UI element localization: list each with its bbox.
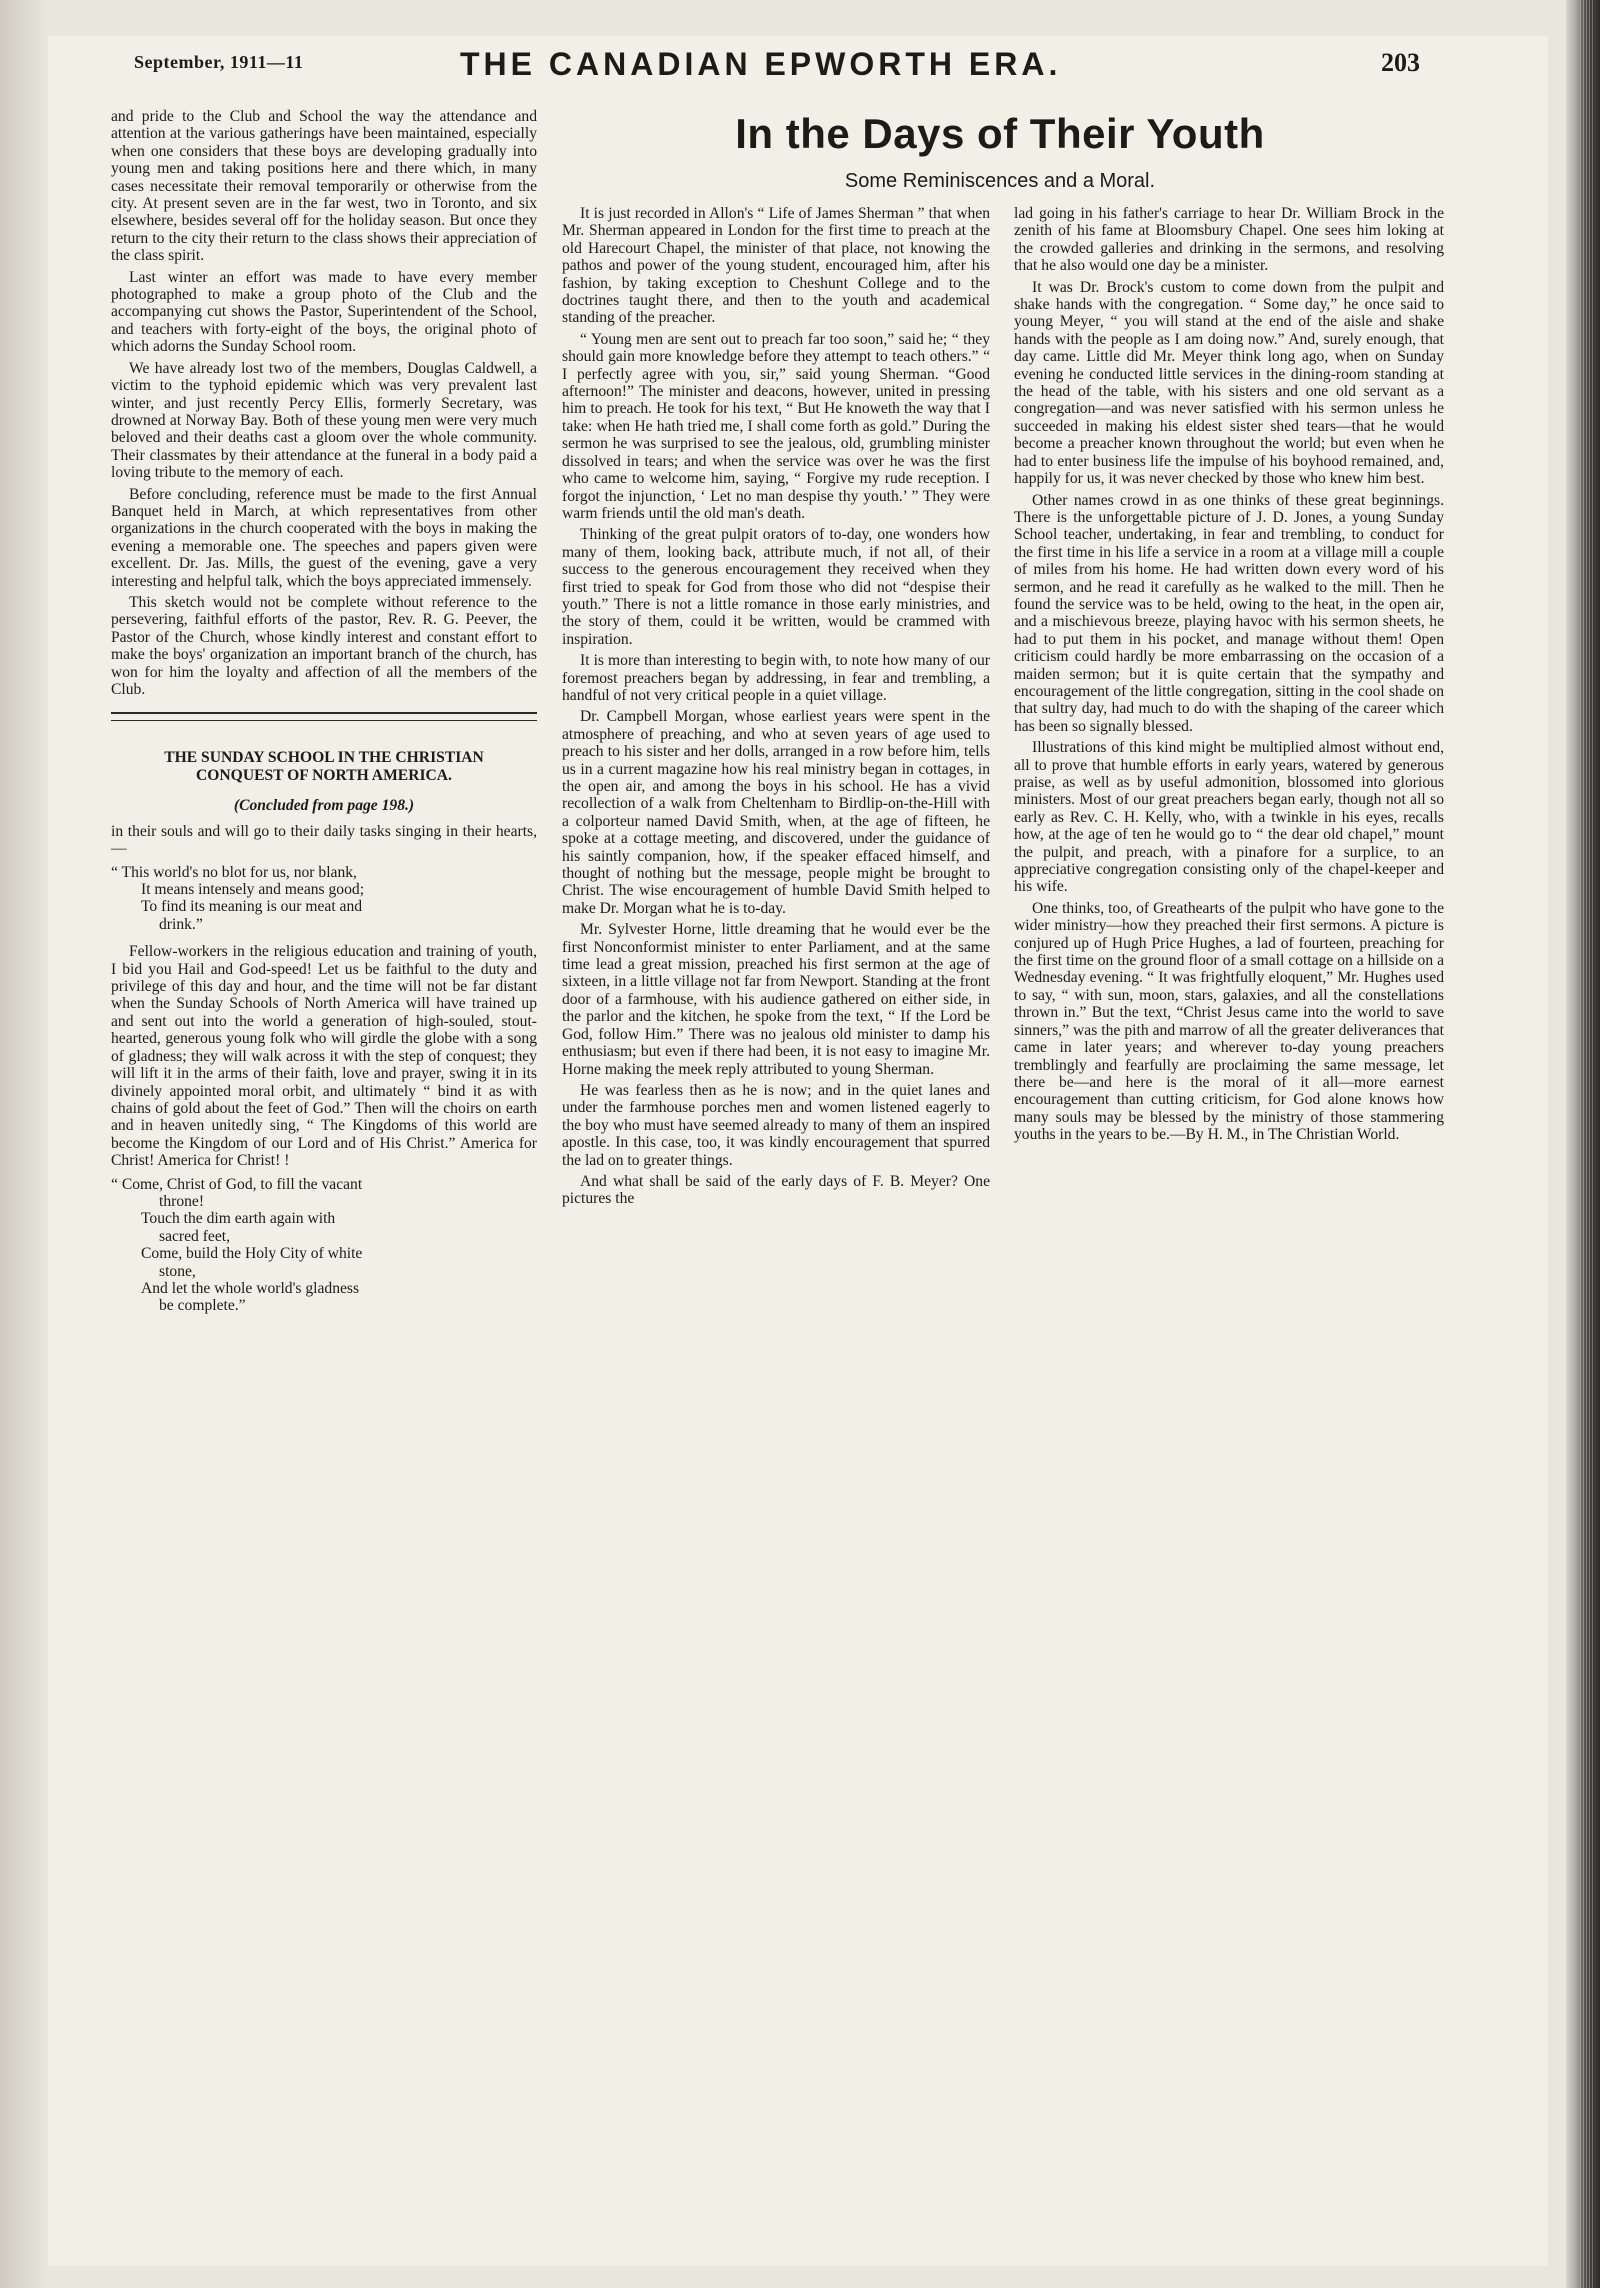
section-heading: THE SUNDAY SCHOOL IN THE CHRISTIAN CONQUEST OF NORTH AMERICA.	[164, 749, 484, 785]
article-paragraph: Illustrations of this kind might be multiplied almost without end, all to prove that humble efforts in early years, watered by generous praise, as well as by useful admonition, blossomed into glorious ministers. Most of our great preachers began early, though not all so early as Rev. C. H. Kelly, who, with a twinkle in his eyes, recalls how, at the age of ten he would go to “ the dear old chapel,” mount the pulpit, and preach, with a pinafore for a surplice, to an appreciative congregation consisting only of the chapel-keeper and his wife.	[1014, 739, 1444, 896]
article-paragraph: Other names crowd in as one thinks of these great beginnings. There is the unforgettable picture of J. D. Jones, a young Sunday School teacher, undertaking, in fear and trembling, to conduct for the first time in his life a service in a room at a village mill a couple of miles from his home. He had written down every word of his sermon, and he read it carefully as he walked to the mill. Then he found the service was to be held, owing to the heat, in the open air, and a mischievous breeze, playing havoc with his sermon sheets, he had to put them in his pocket, and manage without them! Open criticism could hardly be more embarrassing on the occasion of a maiden sermon; but it is quite certain that the sympathy and encouragement of the little congregation, sitting in the cool shade on that sultry day, had much to do with the shaping of the career which has been so signally blessed.	[1014, 491, 1444, 735]
column-right	[1014, 205, 1444, 1148]
book-spine	[1566, 0, 1600, 2288]
verse-line: “ Come, Christ of God, to fill the vacant	[111, 1175, 363, 1193]
col1-intro: in their souls and will go to their daily tasks singing in their hearts,—	[111, 822, 537, 858]
article-paragraph: It is just recorded in Allon's “ Life of James Sherman ” that when Mr. Sherman appeared in London for the first time to preach at the old Harecourt Chapel, the minister of that place, not knowing the pathos and power of the young student, encouraged him, after his fashion, by taking exception to Cheshunt College and to the doctrines taught there, and then to the youth and academical standing of the preacher.	[562, 205, 990, 327]
verse-line: stone,	[159, 1262, 196, 1280]
article-paragraph: lad going in his father's carriage to hear Dr. William Brock in the zenith of his fame at Bloomsbury Chapel. One sees him loking at the crowded galleries and drinking in the sermons, and resolving that he also would one day be a minister.	[1014, 205, 1444, 275]
verse-quote-2	[111, 1176, 537, 1315]
verse-line: To find its meaning is our meat and	[141, 898, 363, 916]
verse-line: It means intensely and means good;	[141, 881, 365, 899]
col1-paragraph: We have already lost two of the members, Douglas Caldwell, a victim to the typhoid epidemic which was very prevalent last winter, and just recently Percy Ellis, formerly Secretary, was drowned at Norway Bay. Both of these young men were very much beloved and their deaths cast a gloom over the whole community. Their classmates by their attendance at the funeral in a body paid a loving tribute to the memory of each.	[111, 359, 537, 482]
col1-paragraph: and pride to the Club and School the way the attendance and attention at the various gatherings have been maintained, especially when one considers that these boys are developing gradually into young men and taking positions here and there which, in many cases necessitate their removal temporarily or otherwise from the city. At present seven are in the far west, two in Toronto, and six elsewhere, besides several off for the holiday season. But once they return to the city their return to the class shows their appreciation of the class spirit.	[111, 108, 537, 265]
verse-line: drink.”	[159, 915, 203, 933]
publication-title: THE CANADIAN EPWORTH ERA.	[460, 46, 1062, 82]
article-paragraph: He was fearless then as he is now; and in the quiet lanes and under the farmhouse porches men and women listened eagerly to the boy who must have seemed already to many of them an inspired apostle. In this case, too, it was kindly encouragement that spurred the lad on to greater things.	[562, 1081, 990, 1169]
verse-line: Touch the dim earth again with	[141, 1210, 336, 1228]
article-paragraph: It is more than interesting to begin with, to note how many of our foremost preachers began by addressing, in fear and trembling, a handful of not very critical people in a quiet village.	[562, 652, 990, 704]
verse-line: And let the whole world's gladness	[141, 1279, 360, 1297]
column-left	[111, 108, 537, 1325]
article-paragraph: It was Dr. Brock's custom to come down from the pulpit and shake hands with the congregation. “ Some day,” he once said to young Meyer, “ you will stand at the end of the aisle and shake hands with the people as I am doing now.” And, surely enough, that day came. Little did Mr. Meyer think long ago, when on Sunday evening he conducted little services in the dining-room standing at the head of the table, with his sisters and one old servant as a congregation—and was never satisfied with his sermon unless he succeeded in making his eldest sister shed tears—that he would become a preacher known throughout the world; but even when he had to enter business life the impulse of his boyhood remained, and, happily for us, it was never checked by those who knew him best.	[1014, 278, 1444, 488]
verse-line: “ This world's no blot for us, nor blank,	[111, 863, 357, 881]
col1-paragraph: Before concluding, reference must be made to the first Annual Banquet held in March, at which representatives from other organizations in the church cooperated with the boys in making the evening a memorable one. The speeches and papers given were excellent. Dr. Jas. Mills, the guest of the evening, gave a very interesting and helpful talk, which the boys appreciated immensely.	[111, 485, 537, 590]
page-header	[130, 46, 1420, 92]
page-number: 203	[1381, 48, 1420, 77]
col1-paragraph: Last winter an effort was made to have every member photographed to make a group photo of the Club and the accompanying cut shows the Pastor, Superintendent of the School, and teachers with forty-eight of the boys, the original photo of which adorns the Sunday School room.	[111, 268, 537, 356]
section-divider	[111, 712, 537, 721]
page-left-margin	[0, 0, 48, 2288]
verse-line: throne!	[159, 1192, 205, 1210]
verse-line: be complete.”	[159, 1297, 246, 1315]
continuation-note: (Concluded from page 198.)	[233, 797, 415, 815]
issue-date: September, 1911—11	[134, 52, 304, 72]
col1-paragraph: Fellow-workers in the religious education and training of youth, I bid you Hail and God-speed! Let us be faithful to the duty and privilege of this day and hour, and the time will not be far distant when the Sunday Schools of North America will have trained up and sent out into the world a generation of high-souled, stout-hearted, generous young folk who will girdle the globe with a song of gladness; they will walk across it with the step of conquest; they will lift it in the arms of their faith, love and prayer, swing it in its divinely appointed moral orbit, and ultimately “ bind it as with chains of gold about the feet of God.” Then will the choirs on earth and in heaven unitedly sing, “ The Kingdoms of this world are become the Kingdom of our Lord and of His Christ.” America for Christ! America for Christ! !	[111, 943, 537, 1170]
article-paragraph: And what shall be said of the early days of F. B. Meyer? One pictures the	[562, 1172, 990, 1208]
verse-line: Come, build the Holy City of white	[141, 1245, 363, 1263]
article-paragraph: Dr. Campbell Morgan, whose earliest years were spent in the atmosphere of preaching, and who at seven years of age used to preach to his sister and her dolls, arranged in a row before him, tells us in a current magazine how his real ministry began in cottages, in the open air, and among the boys in his school. He has a vivid recollection of a walk from Cheltenham to Birdlip-on-the-Hill with a colporteur named David Smith, when, at the age of fifteen, he spoke at a cottage meeting, and discovered, under the guidance of his saintly companion, how, if the speaker effaced himself, and thought of nothing but the message, people might be brought to Christ. The wise encouragement of humble David Smith helped to make Dr. Morgan what he is to-day.	[562, 708, 990, 917]
spine-lines	[1580, 0, 1594, 2288]
column-middle	[562, 205, 990, 1212]
article-subtitle: Some Reminiscences and a Moral.	[844, 170, 1156, 192]
article-paragraph: Mr. Sylvester Horne, little dreaming that he would ever be the first Nonconformist minister to enter Parliament, and at the same time lead a great mission, preached his first sermon at the age of sixteen, in a little village not far from Newport. Standing at the front door of a farmhouse, with his audience gathered on either side, in the parlor and the kitchen, he spoke from the text, “ If the Lord be God, follow Him.” There was no jealous old minister to damp his enthusiasm; but even if there had been, it is not easy to imagine Mr. Horne making the meek reply attributed to young Sherman.	[562, 921, 990, 1078]
verse-line: sacred feet,	[159, 1227, 230, 1245]
article-title: In the Days of Their Youth	[735, 110, 1265, 157]
col1-paragraph: This sketch would not be complete without reference to the persevering, faithful efforts of the pastor, Rev. R. G. Peever, the Pastor of the Church, whose kindly interest and constant effort to make the boys' organization an important branch of the church, has won for him the loyalty and affection of all the members of the Club.	[111, 593, 537, 698]
article-paragraph: Thinking of the great pulpit orators of to-day, one wonders how many of them, looking back, attribute much, if not all, of their success to the generous encouragement they received when they first tried to speak for God from those who did not “despise their youth.” There is not a little romance in those early ministries, and the story of them, could it be written, would be crammed with inspiration.	[562, 526, 990, 648]
article-paragraph: “ Young men are sent out to preach far too soon,” said he; “ they should gain more knowledge before they attempt to teach others.” “ I perfectly agree with you, sir,” said young Sherman. “Good afternoon!” The minister and deacons, however, united in pressing him to preach. He took for his text, “ But He knoweth the way that I take: when He hath tried me, I shall come forth as gold.” During the sermon he was surprised to see the jealous, old, grumbling minister dissolved in tears; and when the service was over he was the first who came to welcome him, saying, “ Forgive my rude reception. I forgot the injunction, ‘ Let no man despise thy youth.’ ” They were warm friends until the old man's death.	[562, 330, 990, 522]
article-paragraph: One thinks, too, of Greathearts of the pulpit who have gone to the wider ministry—how they preached their first sermons. A picture is conjured up of Hugh Price Hughes, a lad of fourteen, preaching for the first time on the ground floor of a small cottage on a hillside on a Wednesday evening. “ It was frightfully eloquent,” Mr. Hughes used to say, “ with sun, moon, stars, galaxies, and all the constellations thrown in.” But the text, “Christ Jesus came into the world to save sinners,” was the pith and marrow of all the greater deliverances that came in later years; and wherever to-day young preachers tremblingly and fearfully are proclaiming the same message, let there be—and here is the moral of it all—more earnest encouragement than cutting criticism, for God alone knows how many souls may be blessed by the ministry of those stammering youths in the years to be.—By H. M., in The Christian World.	[1014, 899, 1444, 1144]
verse-quote-1	[111, 864, 537, 934]
